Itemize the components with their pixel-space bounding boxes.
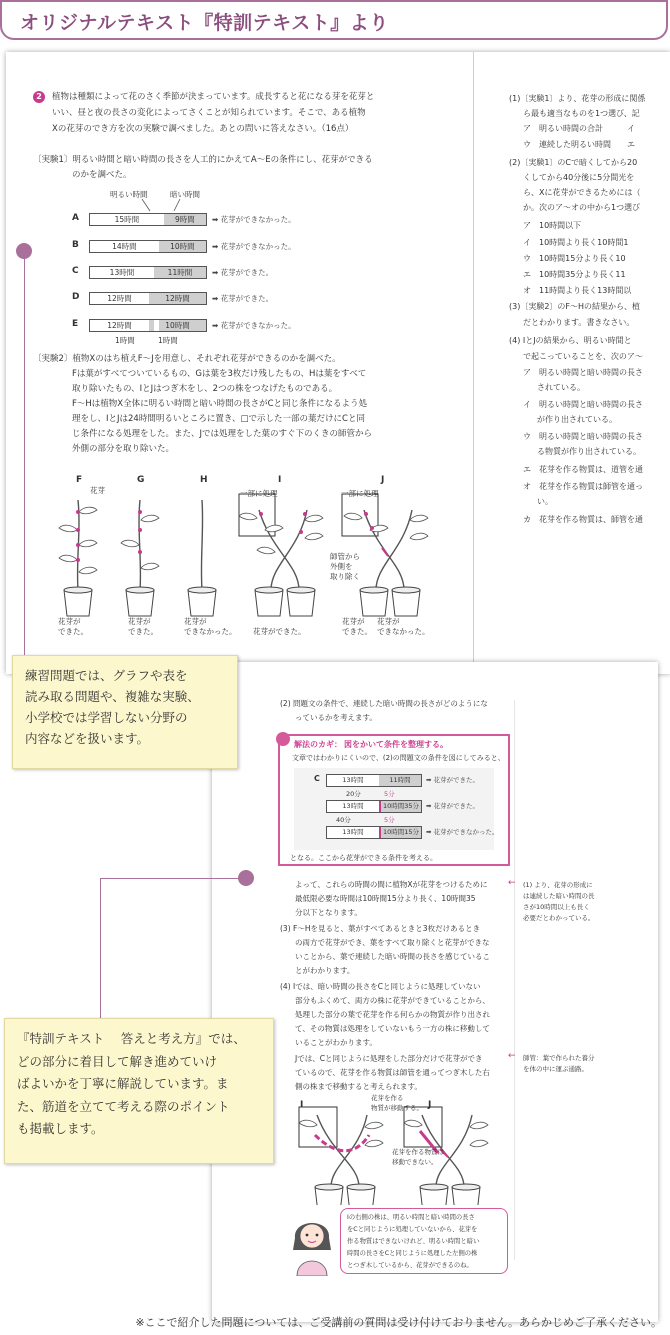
side1-line-4: 必要だとわかっている。 <box>523 914 595 922</box>
para4-line-3: 処理した部分の葉で花芽を作る何らかの物質が作り出され <box>295 1010 490 1019</box>
kagi-result-label: 花芽ができなかった。 <box>433 828 499 836</box>
caption-g-1: 花芽が <box>128 617 151 626</box>
kagi-dark-segment: 11時間 <box>379 775 421 786</box>
question-line: で起こっていることを、次のア〜 <box>523 352 643 361</box>
result-label: 花芽ができなかった。 <box>220 215 296 224</box>
time-bar-b <box>89 240 207 253</box>
kagi-result <box>426 774 479 787</box>
result-text-e <box>212 319 296 332</box>
light-segment: 14時間 <box>90 241 159 252</box>
para3-line-3: いことから、葉で連続した暗い時間の長さを感じているこ <box>295 952 490 961</box>
caption-h-1: 花芽が <box>184 617 207 626</box>
plant-label-i: I <box>278 475 282 485</box>
question-line: か。次のア〜オの中から1つ選び <box>523 203 641 212</box>
note-answer-explanations <box>4 1018 274 1164</box>
para4-line-2: 部分もふくめて、両方の株に花芽ができていることから、 <box>295 996 490 1005</box>
fig-note1-line-1: 花芽を作る <box>371 1094 404 1102</box>
note1-line-2: 読み取る問題や、複雑な実験、 <box>25 689 200 704</box>
question-line: くしてから40分後に5分間光を <box>523 173 635 182</box>
note-practice-problems <box>12 655 238 769</box>
exp2-line-4: F〜Hは植物X全体に明るい時間と暗い時間の長さがCと同じ条件になるよう処 <box>72 399 368 409</box>
result-text-d <box>212 292 273 305</box>
kagi-result <box>426 800 479 813</box>
tip-line-4: 時間の長さをCと同じように処理した左側の株 <box>347 1250 478 1257</box>
caption-g-2: できた。 <box>128 627 158 636</box>
header-title: オリジナルテキスト『特訓テキスト』より <box>20 12 389 34</box>
side1-line-1: (1) より、花芽の形成に <box>523 881 593 889</box>
teacher-character-icon <box>289 1210 335 1276</box>
arrow-icon: ➡ <box>212 268 221 277</box>
light-segment: 12時間 <box>90 320 149 331</box>
kagi-light-pulse-mark: 5分 <box>384 816 395 824</box>
arrow-icon: ➡ <box>212 242 221 251</box>
note1-connector <box>24 256 25 656</box>
para4-line-1: (4) Iでは、暗い時間の長さをCと同じように処理していない <box>280 982 481 991</box>
sieve-label-3: 取り除く <box>330 572 360 581</box>
kagi-result <box>426 826 499 839</box>
dark-segment: 11時間 <box>154 267 206 278</box>
flower-bud-label: 花芽 <box>90 486 105 495</box>
legend-leader-lines <box>130 199 190 213</box>
time-bar-e <box>89 319 207 332</box>
para5-line-1: Jでは、Cと同じように処理をした部分だけで花芽ができ <box>295 1054 483 1063</box>
question-line: ウ 明るい時間と暗い時間の長さ <box>523 432 643 441</box>
exp2-line-5: 理をし、IとJは24時間明るいところに置き、□で示した一部の葉だけにCと同 <box>72 414 365 424</box>
exp2-line-1: 〔実験2〕植物Xのはち植えF〜Jを用意し、それぞれ花芽ができるのかを調べた。 <box>33 354 341 364</box>
question-line: ウ 10時間15分より長く10 <box>523 254 626 263</box>
question-line: ら最も適当なものを1つ選び、記 <box>523 109 640 118</box>
solution-key-box <box>278 734 510 866</box>
q2-line-2: っているかを考えます。 <box>295 713 377 722</box>
plants-illustration <box>40 490 460 620</box>
note2-connector-v <box>100 878 101 1018</box>
question-line: (1)〔実験1〕より、花芽の形成に関係 <box>509 94 646 103</box>
plant-h <box>188 500 216 616</box>
note1-marker-dot <box>16 243 32 259</box>
caption-h-2: できなかった。 <box>184 627 237 636</box>
question-line: カ 花芽を作る物質は、師管を通 <box>523 515 643 524</box>
para1-line-3: 分以下となります。 <box>295 908 362 917</box>
para1-line-2: 最低限必要な時間は10時間15分より長く、10時間35 <box>295 894 476 903</box>
plant-label-g: G <box>137 475 145 485</box>
question-line: イ 10時間より長く10時間1 <box>523 238 629 247</box>
sieve-label-2: 外側を <box>330 562 353 571</box>
light-segment: 13時間 <box>90 267 154 278</box>
note2-marker-dot <box>238 870 254 886</box>
para4-line-4: て、その物質は処理をしていないもう一方の株に移動して <box>295 1024 490 1033</box>
intro-line-1: 植物は種類によって花のさく季節が決まっています。成長すると花になる芽を花芽と <box>52 92 375 102</box>
note1-line-3: 小学校では学習しない分野の <box>25 710 188 725</box>
arrow-icon: ➡ <box>212 294 221 303</box>
kagi-interval-mark: 20分 <box>346 790 361 798</box>
answer-fig-label-i: I <box>300 1100 304 1110</box>
kagi-footer: となる。ここから花芽ができる条件を考える。 <box>290 854 437 862</box>
note2-line-3: ばよいかを丁寧に解説しています。ま <box>17 1076 229 1091</box>
plant-g <box>121 500 159 616</box>
para4-line-5: いることがわかります。 <box>295 1038 377 1047</box>
result-label: 花芽ができた。 <box>220 294 274 303</box>
note2-line-5: も掲載します。 <box>17 1121 104 1136</box>
kagi-bar <box>326 800 422 813</box>
partial-treatment-label-j: 一部に処理 <box>341 489 379 498</box>
kagi-bar <box>326 774 422 787</box>
tip-line-1: Iの右側の株は、明るい時間と暗い時間の長さ <box>347 1214 475 1221</box>
row-label-b: B <box>72 240 79 250</box>
legend-dark: 暗い時間 <box>170 190 200 199</box>
answer-fig-label-j: J <box>428 1100 432 1110</box>
result-label: 花芽ができなかった。 <box>220 242 296 251</box>
intro-line-2: いい、昼と夜の長さの変化によってさくことが知られています。そこで、ある植物 <box>52 108 366 118</box>
question-line: エ 花芽を作る物質は、道管を通 <box>523 465 643 474</box>
dark-segment: 9時間 <box>164 214 206 225</box>
result-label: 花芽ができた。 <box>220 268 274 277</box>
time-bar-d <box>89 292 207 305</box>
result-text-a <box>212 213 296 226</box>
result-label: 花芽ができなかった。 <box>220 321 296 330</box>
caption-f-1: 花芽が <box>58 617 81 626</box>
question-line: ア 10時間以下 <box>523 221 582 230</box>
caption-j2-1: 花芽が <box>377 617 400 626</box>
exp2-line-6: じ条件になる処理をした。また、Jでは処理をした葉のすぐ下のくきの師管から <box>72 429 373 439</box>
tip-line-5: とつぎ木しているから、花芽ができるのね。 <box>347 1262 473 1269</box>
kagi-light-pulse-mark: 5分 <box>384 790 395 798</box>
caption-f-2: できた。 <box>58 627 88 636</box>
row-label-e: E <box>72 319 79 329</box>
intro-line-3: Xの花芽のでき方を次の実験で調べました。あとの問いに答えなさい。（16点） <box>52 124 354 134</box>
dark-segment: 10時間 <box>159 241 206 252</box>
arrow-icon: ➡ <box>212 321 221 330</box>
question-line: が作り出されている。 <box>537 415 617 424</box>
arrow-icon: ➡ <box>426 776 434 784</box>
tip-line-3: 作る物質はできないけれど、明るい時間と暗い <box>347 1238 480 1245</box>
question-line: されている。 <box>537 383 585 392</box>
plant-label-h: H <box>200 475 208 485</box>
kagi-dark-segment: 10時間35分 <box>379 801 421 812</box>
row-label-a: A <box>72 213 79 223</box>
question-line: エ 10時間35分より長く11 <box>523 270 626 279</box>
kagi-result-label: 花芽ができた。 <box>433 802 480 810</box>
kagi-title: 解法のカギ： <box>294 740 342 749</box>
para1-line-1: よって、これらの時間の間に植物Xが花芽をつけるために <box>295 880 488 889</box>
side-arrow-2: ← <box>508 1051 516 1061</box>
dark-segment: 12時間 <box>149 293 206 304</box>
fig-note2-line-1: 花芽を作る物質は <box>392 1148 444 1156</box>
footer-disclaimer: ※ここで紹介した問題については、ご受講前の質問は受け付けておりません。あらかじめご了承ください。 <box>135 1316 662 1329</box>
note1-line-1: 練習問題では、グラフや表を <box>25 668 188 683</box>
row-label-d: D <box>72 292 80 302</box>
exp2-line-3: 取り除いたもの、IとJはつぎ木をし、2つの株をつなげたものである。 <box>72 384 338 394</box>
exp2-line-2: Fは葉がすべてついているもの、Gは葉を3枚だけ残したもの、Hは葉をすべて <box>72 369 367 379</box>
exp1-line-2: のかを調べた。 <box>72 170 132 180</box>
answer-page-divider <box>514 700 515 1260</box>
question-line: (3)〔実験2〕のF〜Hの結果から、植 <box>509 302 641 311</box>
e-note-right: 1時間 <box>158 336 178 345</box>
time-bar-a <box>89 213 207 226</box>
row-label-c: C <box>72 266 79 276</box>
partial-treatment-label-i: 一部に処理 <box>240 489 278 498</box>
fig-note1-line-2: 物質が移動する。 <box>371 1104 423 1112</box>
question-line: (4) IとJの結果から、明るい時間と <box>509 336 632 345</box>
plant-label-j: J <box>381 475 385 485</box>
plant-i <box>239 494 323 616</box>
exp2-line-7: 外側の部分を取り除いた。 <box>72 444 175 454</box>
para3-line-4: とがわかります。 <box>295 966 355 975</box>
light-segment: 15時間 <box>90 214 164 225</box>
kagi-light-segment: 13時間 <box>327 827 379 838</box>
tip-line-2: をCと同じように処理していないから、花芽を <box>347 1226 478 1233</box>
legend-light: 明るい時間 <box>110 190 148 199</box>
para3-line-1: (3) F〜Hを見ると、葉がすべてあるときと3枚だけあるとき <box>280 924 481 933</box>
caption-j1-1: 花芽が <box>342 617 365 626</box>
result-text-b <box>212 240 296 253</box>
kagi-light-segment: 13時間 <box>327 775 379 786</box>
sieve-label-1: 師管から <box>330 552 360 561</box>
problem-number-badge: 2 <box>33 91 45 103</box>
note2-line-1: 『特訓テキスト 答えと考え方』では、 <box>17 1031 246 1046</box>
note2-connector-h <box>100 878 240 879</box>
fig-note2-line-2: 移動できない。 <box>392 1158 438 1166</box>
q2-line-1: (2) 問題文の条件で、連続した暗い時間の長さがどのようにな <box>280 699 488 708</box>
key-icon <box>276 732 290 746</box>
question-line: だとわかります。書きなさい。 <box>523 318 635 327</box>
question-line: イ 明るい時間と暗い時間の長さ <box>523 400 643 409</box>
para3-line-2: の両方で花芽ができ、葉をすべて取り除くと花芽ができな <box>295 938 490 947</box>
note2-line-4: た、筋道を立てて考える際のポイント <box>17 1098 230 1114</box>
exp1-line-1: 〔実験1〕明るい時間と暗い時間の長さを人工的にかえてA〜Eの条件にし、花芽ができる <box>33 155 373 165</box>
question-line: (2)〔実験1〕のCで暗くしてから20 <box>509 158 638 167</box>
question-line: ア 明るい時間と暗い時間の長さ <box>523 368 643 377</box>
kagi-light-segment: 13時間 <box>327 801 379 812</box>
question-line: オ 花芽を作る物質は師管を通っ <box>523 482 643 491</box>
e-note-left: 1時間 <box>115 336 135 345</box>
para5-line-2: ているので、花芽を作る物質は師管を通ってつぎ木した右 <box>295 1068 490 1077</box>
kagi-text: 文章ではわかりにくいので、(2)の問題文の条件を図にしてみると、 <box>292 754 505 762</box>
kagi-dark-segment: 10時間15分 <box>379 827 421 838</box>
kagi-result-label: 花芽ができた。 <box>433 776 480 784</box>
question-line: い。 <box>537 497 553 506</box>
side-arrow-1: ← <box>508 878 516 888</box>
caption-j1-2: できた。 <box>342 627 372 636</box>
para5-line-3: 側の株まで移動すると考えられます。 <box>295 1082 422 1091</box>
question-line: ア 明るい時間の合計 イ <box>523 124 635 133</box>
plant-f <box>59 500 97 616</box>
arrow-icon: ➡ <box>426 828 434 836</box>
question-line: ウ 連続した明るい時間 エ <box>523 140 635 149</box>
side1-line-2: は連続した暗い時間の長 <box>523 892 595 900</box>
plant-label-f: F <box>76 475 83 485</box>
question-line: ら、Xに花芽ができるためには（ <box>523 188 641 197</box>
arrow-icon: ➡ <box>212 215 221 224</box>
page-fold <box>473 52 474 674</box>
kagi-subtitle: 図をかいて条件を整理する。 <box>344 740 448 749</box>
side1-line-3: さが10時間以上も長く <box>523 903 590 911</box>
time-bar-c <box>89 266 207 279</box>
caption-j2-2: できなかった。 <box>377 627 430 636</box>
light-segment: 12時間 <box>90 293 149 304</box>
question-line: る物質が作り出されている。 <box>537 447 641 456</box>
caption-i: 花芽ができた。 <box>253 627 306 636</box>
kagi-bar <box>326 826 422 839</box>
dark-segment: 10時間 <box>149 320 206 331</box>
arrow-icon: ➡ <box>426 802 434 810</box>
note2-line-2: どの部分に着目して解き進めていけ <box>17 1053 218 1069</box>
kagi-label-c: C <box>314 774 320 783</box>
tip-bubble <box>340 1208 508 1274</box>
side2-line-1: 師管：葉で作られた養分 <box>523 1054 595 1062</box>
kagi-interval-mark: 40分 <box>336 816 351 824</box>
question-line: オ 11時間より長く13時間以 <box>523 286 632 295</box>
note1-line-4: 内容などを扱います。 <box>25 731 150 746</box>
side2-line-2: を体の中に運ぶ通路。 <box>523 1065 588 1073</box>
result-text-c <box>212 266 273 279</box>
section-header <box>0 0 668 40</box>
